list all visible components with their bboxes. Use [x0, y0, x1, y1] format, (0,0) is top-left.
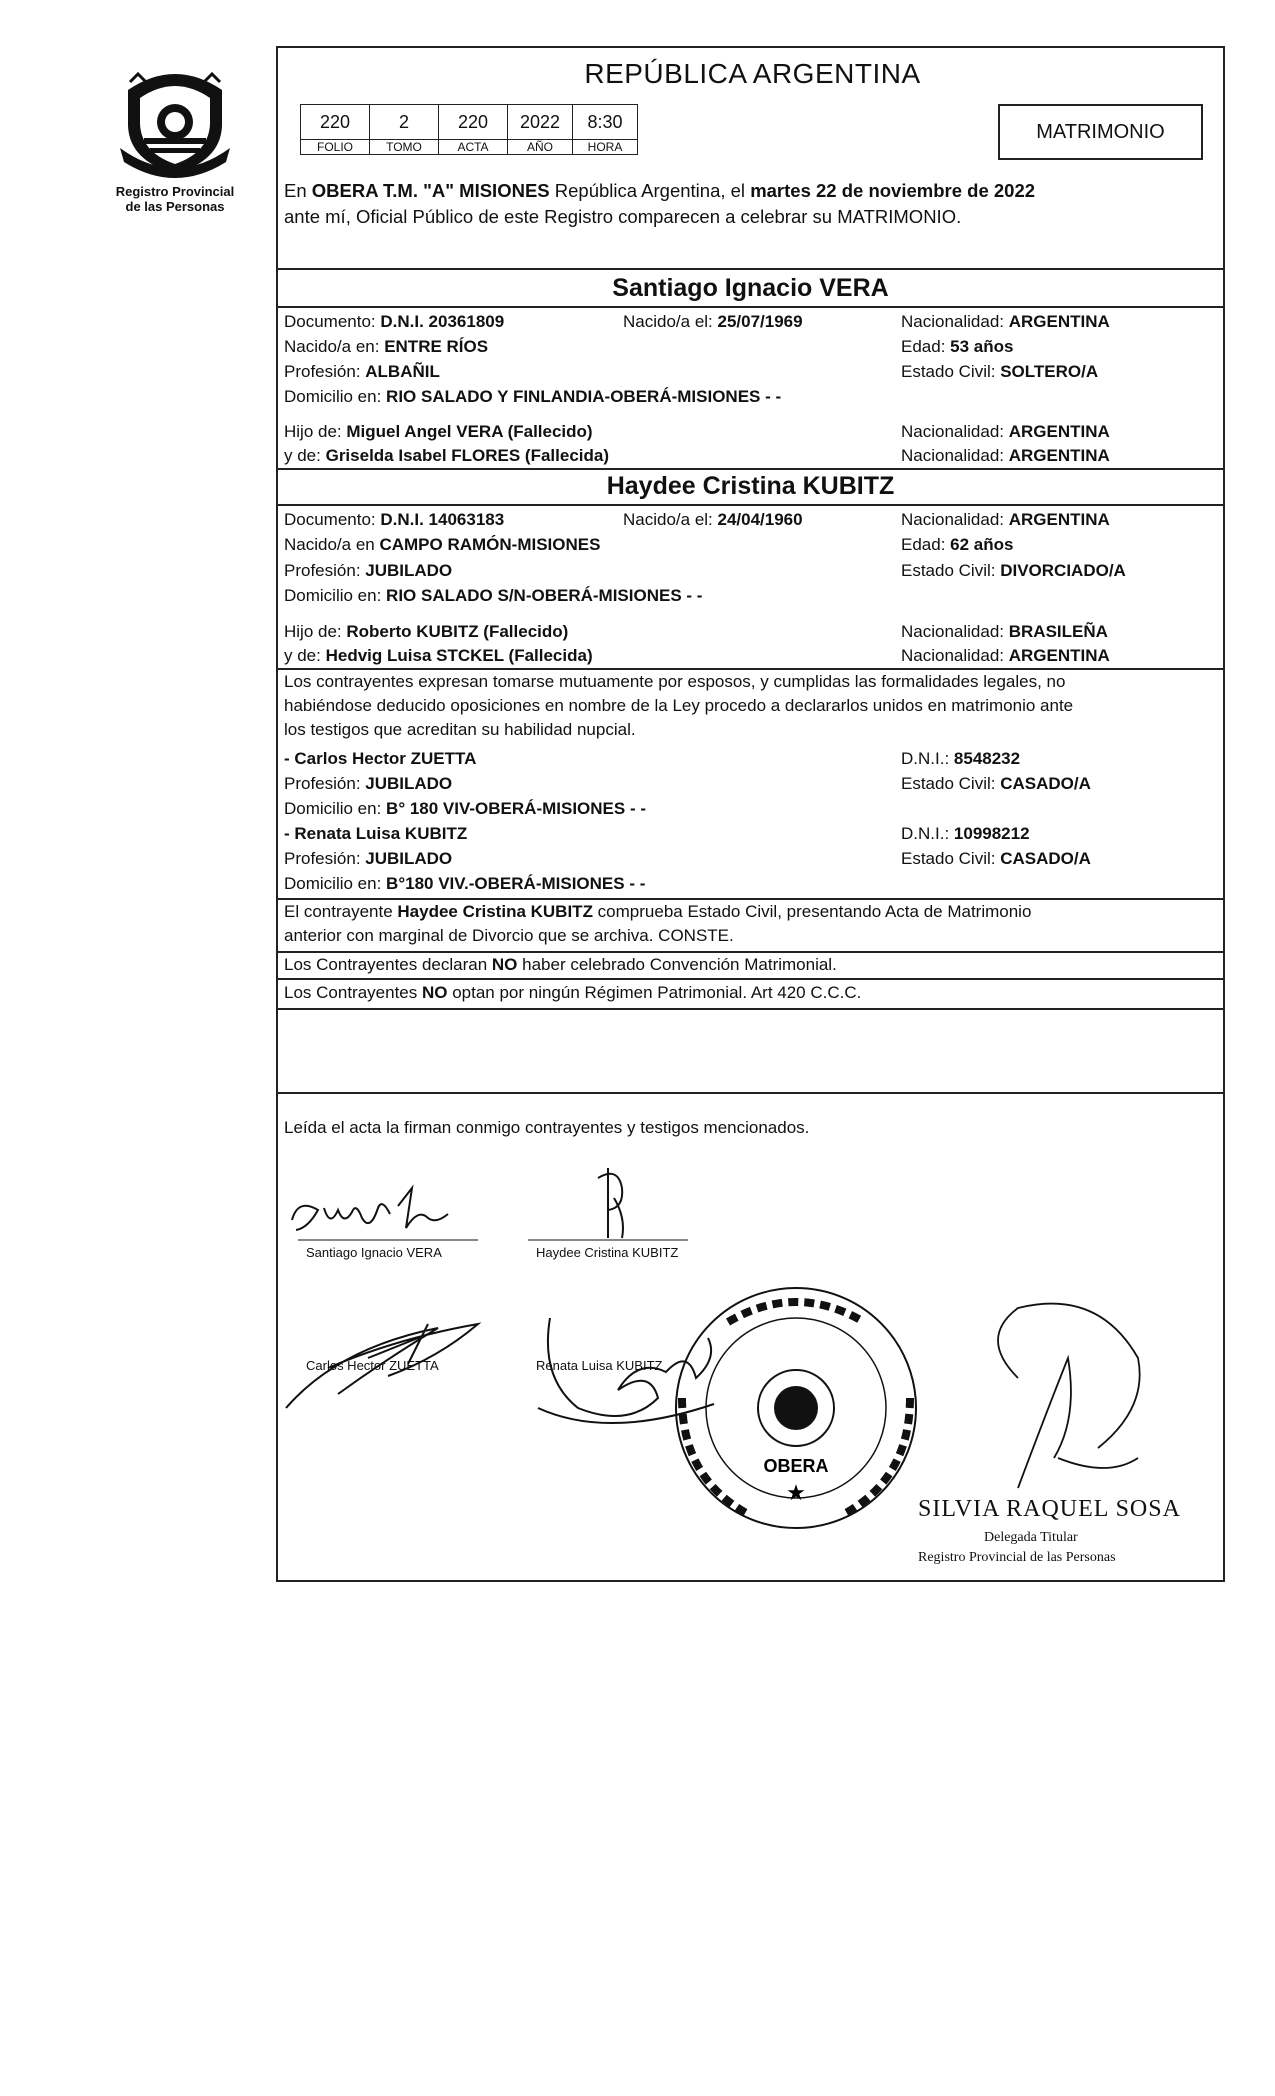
declaration-line2: habiéndose deducido oposiciones en nombre de la Ley procedo a declararlos unidos en matrimonio ante [284, 696, 1074, 715]
spouse2-civil-status: Estado Civil: DIVORCIADO/A [901, 561, 1126, 580]
spouse2-profession: Profesión: JUBILADO [284, 561, 453, 580]
spouse2-mother: y de: Hedvig Luisa STCKEL (Fallecida) [284, 646, 593, 665]
witness1-name: - Carlos Hector ZUETTA [284, 749, 477, 768]
declaration-line3: los testigos que acreditan su habilidad nupcial. [284, 720, 636, 739]
spouse2-name: Haydee Cristina KUBITZ [606, 472, 895, 500]
spouse2-father: Hijo de: Roberto KUBITZ (Fallecido) [284, 622, 569, 641]
spouse1-civil-status: Estado Civil: SOLTERO/A [901, 362, 1099, 381]
official-title: Delegada Titular [984, 1530, 1078, 1545]
spouse2-mother-nationality: Nacionalidad: ARGENTINA [901, 646, 1110, 665]
anio-label: AÑO [508, 140, 573, 155]
act-type-box: MATRIMONIO [998, 104, 1203, 160]
spouse1-father-nationality: Nacionalidad: ARGENTINA [901, 422, 1110, 441]
spouse1-birthdate: Nacido/a el: 25/07/1969 [623, 312, 803, 331]
signature-label-zuetta: Carlos Hector ZUETTA [306, 1358, 439, 1373]
declaration-text [284, 670, 1220, 742]
logo-caption-line1: Registro Provincial [115, 184, 235, 199]
spouse1-age: Edad: 53 años [901, 337, 1014, 356]
country-title: REPÚBLICA ARGENTINA [584, 58, 921, 89]
intro-line2: ante mí, Oficial Público de este Registro comparecen a celebrar su MATRIMONIO. [284, 206, 962, 227]
spouse2-nationality: Nacionalidad: ARGENTINA [901, 510, 1110, 529]
official-office: Registro Provincial de las Personas [918, 1550, 1116, 1565]
witness2-civil-status: Estado Civil: CASADO/A [901, 849, 1091, 868]
witness1-dni: D.N.I.: 8548232 [901, 749, 1021, 768]
logo-caption [85, 184, 265, 214]
hora-label: HORA [573, 140, 638, 155]
spouse1-name: Santiago Ignacio VERA [612, 274, 889, 302]
witness1-profession: Profesión: JUBILADO [284, 774, 453, 793]
witness1-address: Domicilio en: B° 180 VIV-OBERÁ-MISIONES - - [284, 799, 647, 818]
witness1-civil-status: Estado Civil: CASADO/A [901, 774, 1091, 793]
signature-vera-icon [292, 1188, 448, 1230]
signature-official-icon [998, 1304, 1140, 1488]
registry-seal [676, 1288, 916, 1528]
spouse2-father-nationality: Nacionalidad: BRASILEÑA [901, 622, 1108, 641]
act-place: OBERA T.M. "A" MISIONES [311, 180, 550, 201]
divider [278, 1092, 1223, 1094]
tomo-label: TOMO [370, 140, 439, 155]
divider [278, 978, 1223, 980]
marriage-certificate [276, 46, 1225, 1582]
logo-caption-line2: de las Personas [125, 199, 225, 214]
anio-value: 2022 [508, 105, 573, 140]
divorce-note: El contrayente Haydee Cristina KUBITZ comprueba Estado Civil, presentando Acta de Matrimonio anterior con marginal de Divorcio que se archiva. CONSTE. [284, 902, 1032, 945]
spouse1-address: Domicilio en: RIO SALADO Y FINLANDIA-OBERÁ-MISIONES - - [284, 387, 782, 406]
folio-value: 220 [301, 105, 370, 140]
signature-label-vera: Santiago Ignacio VERA [306, 1245, 442, 1260]
seal-city: OBERA [763, 1456, 829, 1476]
divider [278, 468, 1223, 470]
witness2-profession: Profesión: JUBILADO [284, 849, 453, 868]
signature-label-renata: Renata Luisa KUBITZ [536, 1358, 663, 1373]
patrimonial-regime: Los Contrayentes declaran NO haber celebrado Convención Matrimonial. Los Contrayentes NO optan por ningún Régimen Patrimonial. Art 420 C.C.C. [284, 955, 862, 1002]
spouse2-address: Domicilio en: RIO SALADO S/N-OBERÁ-MISIONES - - [284, 586, 703, 605]
hora-value: 8:30 [573, 105, 638, 140]
spouse1-birthplace: Nacido/a en: ENTRE RÍOS [284, 337, 489, 356]
divider [278, 306, 1223, 308]
acta-label: ACTA [439, 140, 508, 155]
intro-line1: En OBERA T.M. "A" MISIONES República Argentina, el martes 22 de noviembre de 2022 [284, 180, 1036, 201]
act-date: martes 22 de noviembre de 2022 [750, 180, 1036, 201]
star-icon: ★ [786, 1480, 806, 1505]
closing-text: Leída el acta la firman conmigo contrayentes y testigos mencionados. [284, 1118, 810, 1137]
witness2-name: - Renata Luisa KUBITZ [284, 824, 468, 843]
spouse1-nationality: Nacionalidad: ARGENTINA [901, 312, 1110, 331]
divider [278, 268, 1223, 270]
divider [278, 1008, 1223, 1010]
official-name: SILVIA RAQUEL SOSA [918, 1496, 1181, 1522]
province-emblem-icon [110, 60, 240, 178]
signature-label-kubitz: Haydee Cristina KUBITZ [536, 1245, 679, 1260]
spouse1-father: Hijo de: Miguel Angel VERA (Fallecido) [284, 422, 593, 441]
signature-kubitz-icon [598, 1168, 623, 1238]
spouse1-profession: Profesión: ALBAÑIL [284, 362, 440, 381]
spouse2-document: Documento: D.N.I. 14063183 [284, 510, 505, 529]
spouse2-birthplace: Nacido/a en CAMPO RAMÓN-MISIONES [284, 535, 601, 554]
spouse1-mother-nationality: Nacionalidad: ARGENTINA [901, 446, 1110, 465]
registry-table [300, 104, 638, 155]
spouse2-birthdate: Nacido/a el: 24/04/1960 [623, 510, 803, 529]
tomo-value: 2 [370, 105, 439, 140]
witness2-dni: D.N.I.: 10998212 [901, 824, 1030, 843]
divider [278, 504, 1223, 506]
spouse1-document: Documento: D.N.I. 20361809 [284, 312, 505, 331]
intro-text [284, 178, 1222, 230]
registry-logo [85, 60, 265, 214]
folio-label: FOLIO [301, 140, 370, 155]
spouse2-age: Edad: 62 años [901, 535, 1014, 554]
declaration-line1: Los contrayentes expresan tomarse mutuamente por esposos, y cumplidas las formalidades legales, no [284, 672, 1066, 691]
spouse1-mother: y de: Griselda Isabel FLORES (Fallecida) [284, 446, 610, 465]
witness2-address: Domicilio en: B°180 VIV.-OBERÁ-MISIONES - - [284, 874, 646, 893]
acta-value: 220 [439, 105, 508, 140]
